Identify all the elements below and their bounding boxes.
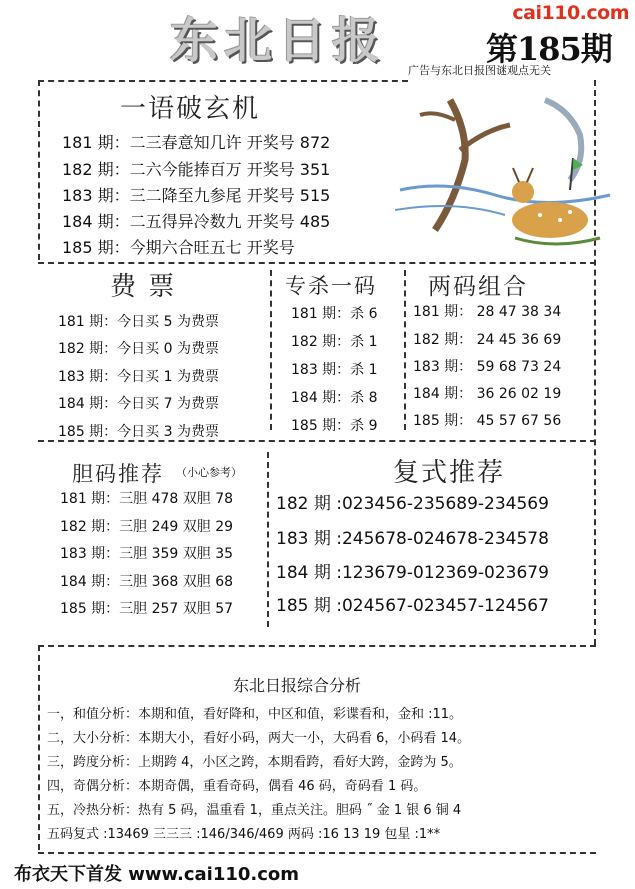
danma-line-181: 181 期：三胆 478 双胆 78: [60, 491, 234, 507]
yiyu-line-182: 182 期：二六今能捧百万 开奖号 351: [62, 160, 331, 179]
divider-v1: [270, 270, 272, 430]
deer-illustration: [395, 80, 615, 265]
fushi-line-185: 185 期 :024567-023457-124567: [276, 596, 549, 616]
liangma-line-183: 183 期： 59 68 73 24: [413, 359, 562, 375]
analysis-line-2: 二，大小分析：本期大小，看好小码，两大一小，大码看 6，小码看 14。: [47, 731, 471, 746]
analysis-line-5: 五，冷热分析：热有 5 码，温重看 1，重点关注。胆码 ˝ 金 1 银 6 铜 4: [47, 803, 462, 818]
liangma-line-181: 181 期： 28 47 38 34: [413, 304, 562, 320]
frame-bottom: [38, 852, 596, 854]
section-title-danma: 胆码推荐: [72, 462, 164, 486]
analysis-title: 东北日报综合分析: [233, 676, 362, 695]
issue-number: 第185期: [486, 24, 612, 70]
yiyu-line-181: 181 期：二三春意知几许 开奖号 872: [62, 133, 331, 152]
fushi-line-183: 183 期 :245678-024678-234578: [276, 529, 549, 549]
disclaimer: 广告与东北日报图谜观点无关: [408, 64, 551, 77]
yiyu-line-185: 185 期：今期六合旺五七 开奖号: [62, 238, 295, 257]
zhuansha-line-183: 183 期：杀 1: [291, 362, 378, 378]
feipiao-line-182: 182 期：今日买 0 为费票: [58, 341, 219, 357]
liangma-line-185: 185 期： 45 57 67 56: [413, 413, 562, 429]
fushi-line-184: 184 期 :123679-012369-023679: [276, 563, 549, 583]
feipiao-line-183: 183 期：今日买 1 为费票: [58, 369, 219, 385]
frame-left: [38, 80, 40, 260]
section-title-fushi: 复式推荐: [393, 458, 506, 488]
zhuansha-line-185: 185 期：杀 9: [291, 418, 378, 434]
divider-v2: [404, 270, 406, 430]
analysis-line-4: 四，奇偶分析：本期奇偶，重看奇码，偶看 46 码，奇码看 1 码。: [47, 779, 427, 794]
analysis-line-1: 一，和值分析：本期和值，看好降和，中区和值，彩谍看和，金和 :11。: [47, 707, 463, 722]
zhuansha-line-182: 182 期：杀 1: [291, 334, 378, 350]
analysis-line-6: 五码复式 :13469 三三三 :146/346/469 两码 :16 13 19 包星 :1**: [47, 827, 441, 842]
footer-credit: 布衣天下首发 www.cai110.com: [14, 864, 300, 885]
brand-title: 东北日报: [170, 13, 387, 69]
yiyu-line-183: 183 期：三二降至九参尾 开奖号 515: [62, 186, 331, 205]
zhuansha-line-181: 181 期：杀 6: [291, 306, 378, 322]
section-title-feipiao: 费 票: [110, 272, 177, 302]
feipiao-line-181: 181 期：今日买 5 为费票: [58, 314, 219, 330]
frame-top: [38, 80, 408, 82]
fushi-line-182: 182 期 :023456-235689-234569: [276, 494, 549, 514]
section-title-yiyu: 一语破玄机: [120, 94, 261, 124]
site-watermark: cai110.com: [512, 2, 629, 24]
danma-line-183: 183 期：三胆 359 双胆 35: [60, 546, 234, 562]
danma-line-185: 185 期：三胆 257 双胆 57: [60, 601, 234, 617]
section-title-liangma: 两码组合: [428, 274, 528, 300]
liangma-line-184: 184 期： 36 26 02 19: [413, 386, 562, 402]
feipiao-line-185: 185 期：今日买 3 为费票: [58, 424, 219, 440]
divider-v3: [267, 452, 269, 627]
divider-3: [38, 645, 596, 647]
feipiao-line-184: 184 期：今日买 7 为费票: [58, 396, 219, 412]
section-title-zhuansha: 专杀一码: [285, 274, 377, 298]
frame-left-2: [38, 645, 40, 850]
liangma-line-182: 182 期： 24 45 36 69: [413, 332, 562, 348]
analysis-line-3: 三，跨度分析：上期跨 4，小区之跨，本期看跨，看好大跨，金跨为 5。: [47, 755, 462, 770]
yiyu-line-184: 184 期：二五得异冷数九 开奖号 485: [62, 212, 331, 231]
danma-subtitle: （小心参考）: [176, 466, 242, 479]
danma-line-184: 184 期：三胆 368 双胆 68: [60, 574, 234, 590]
danma-line-182: 182 期：三胆 249 双胆 29: [60, 519, 234, 535]
zhuansha-line-184: 184 期：杀 8: [291, 390, 378, 406]
